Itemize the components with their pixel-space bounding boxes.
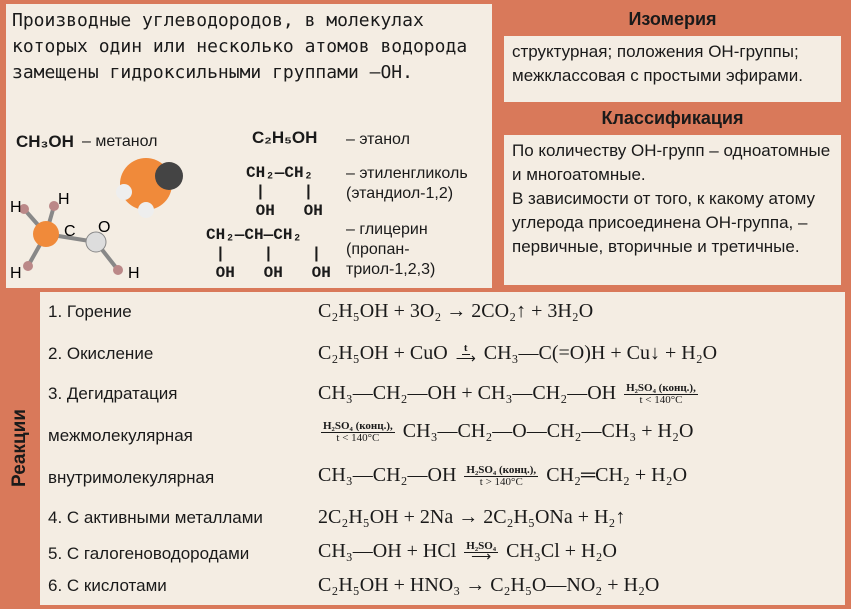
glycol-formula: CH₂—CH₂ | | OH OH [246,164,323,220]
reaction-condition: H₂SO₄ (конц.), t < 140°C [323,420,393,445]
reaction-equation: C₂H₅OH + 3O₂ → 2CO₂↑ + 3H₂O [318,300,594,322]
atom-label: H [58,191,70,208]
reaction-condition: t ⟶ [455,342,476,368]
classification-title: Классификация [500,105,845,131]
reaction-name: 1. Горение [48,302,132,321]
reaction-condition: H₂SO₄ ⟶ [466,540,497,566]
reaction-name: 4. С активными металлами [48,508,263,527]
reaction-condition: H₂SO₄ (конц.), t > 140°C [466,464,537,489]
reaction-name: 6. С кислотами [48,576,167,595]
classification-text-1: По количеству ОН-групп – одноатомные и многоатомные. [512,141,831,184]
classification-box [504,135,841,285]
atom-label: H [10,265,22,282]
reaction-name: межмолекулярная [48,426,193,445]
atom-label: H [128,265,140,282]
definition-panel [6,4,492,288]
reaction-name: 3. Дегидратация [48,384,178,403]
isomerism-text: структурная; положения ОН-группы; межклассовая с простыми эфирами. [504,36,841,102]
reaction-equation: CH₃—OH + HCl H₂SO₄ ⟶ CH₃Cl + H₂O [318,540,617,566]
reaction-equation: C₂H₅OH + CuO t ⟶ CH₃—C(=O)H + Cu↓ + H₂O [318,342,718,368]
reaction-equation: CH₃—CH₂—OH H₂SO₄ (конц.), t > 140°C CH₂═CH₂ + H₂O [318,464,688,489]
atom-label: C [64,223,76,240]
reactions-side-label [0,292,40,605]
ethanol-formula: C₂H₅OH [252,128,318,147]
reaction-equation: H₂SO₄ (конц.), t < 140°C CH₃—CH₂—O—CH₂—CH₃ + H₂O [323,420,694,445]
classification-text-2: В зависимости от того, к какому атому углерода присоединена ОН-группа, – первичные, вторичные и третичные. [512,189,815,256]
methanol-name: – метанол [82,133,158,150]
reaction-equation: 2C₂H₅OH + 2Na → 2C₂H₅ONa + H₂↑ [318,506,626,528]
reaction-equation: CH₃—CH₂—OH + CH₃—CH₂—OH H₂SO₄ (конц.), t < 140°C [318,382,696,407]
reactions-label: Реакции [9,409,30,487]
reaction-name: 5. С галогеноводородами [48,544,250,563]
definition-text: Производные углеводородов, в молекулах которых один или несколько атомов водорода замещены гидроксильными группами —ОН. [12,10,468,83]
reaction-name: 2. Окисление [48,344,154,363]
methanol-ball-model [6,154,206,284]
glycol-name: – этиленгликоль (этандиол-1,2) [346,165,468,202]
reactions-panel [40,292,845,605]
ethanol-name: – этанол [346,131,410,148]
isomerism-title: Изомерия [500,6,845,32]
methanol-formula: CH₃OH [16,132,74,151]
atom-label: O [98,219,111,236]
properties-panel [500,4,845,288]
reaction-equation: C₂H₅OH + HNO₃ → C₂H₅O—NO₂ + H₂O [318,574,660,596]
glycerol-name: – глицерин (пропан-триол-1,2,3) [346,221,436,278]
atom-label: H [10,199,22,216]
reaction-name: внутримолекулярная [48,468,215,487]
reaction-condition: H₂SO₄ (конц.), t < 140°C [626,382,696,407]
glycerol-formula: CH₂—CH—CH₂ | | | OH OH OH [206,226,331,282]
